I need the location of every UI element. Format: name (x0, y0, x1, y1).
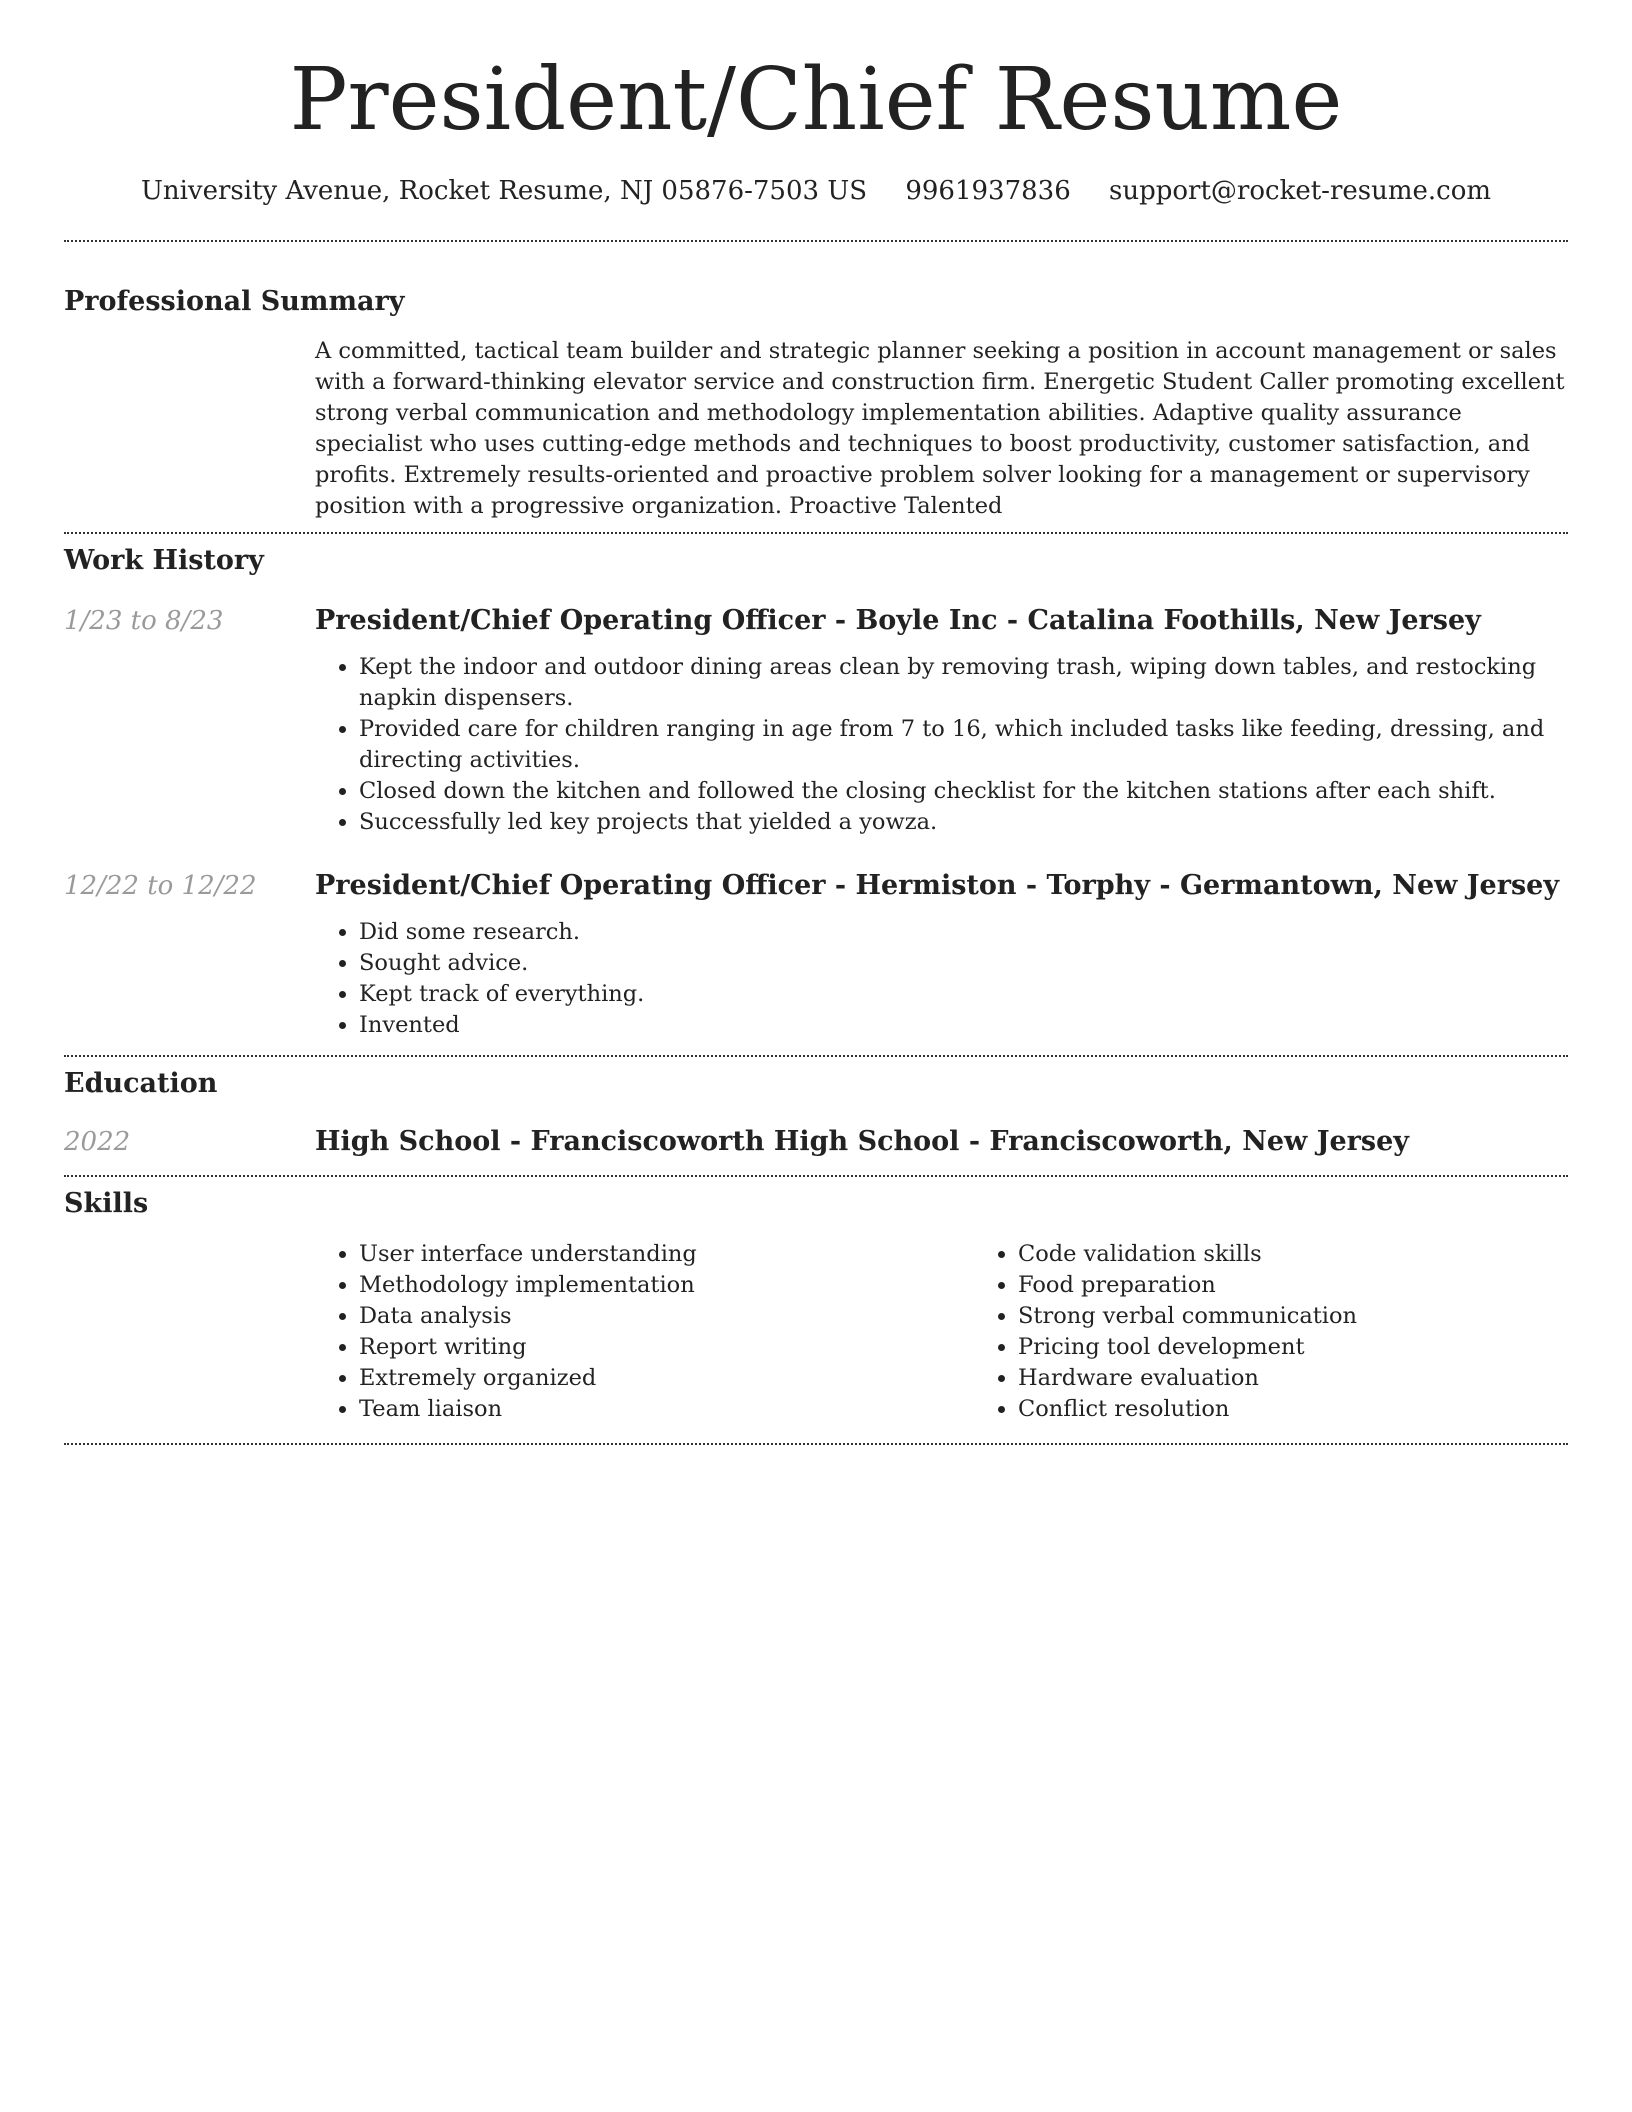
skill-item: • Food preparation (1018, 1270, 1632, 1301)
skills-title: Skills (64, 1188, 149, 1219)
skill-item: • Conflict resolution (1018, 1394, 1632, 1425)
skills-divider (64, 1443, 1568, 1445)
skills-list-left (315, 1239, 974, 1425)
job-bullet: • Provided care for children ranging in age from 7 to 16, which included tasks like feeding, dressing, and directing activities. (359, 714, 1568, 776)
skills-section (64, 1187, 1568, 1425)
summary-section (64, 285, 1568, 522)
header-divider (64, 240, 1568, 242)
job-bullet: • Successfully led key projects that yielded a yowza. (359, 807, 1568, 838)
summary-divider (64, 532, 1568, 534)
job-bullets (315, 652, 1568, 838)
contact-address: University Avenue, Rocket Resume, NJ 05876-7503 US (140, 176, 868, 206)
contact-line (64, 174, 1568, 208)
skill-item: • User interface understanding (359, 1239, 974, 1270)
summary-spacer (64, 336, 315, 522)
education-text: High School - Franciscoworth High School - Franciscoworth, New Jersey (315, 1126, 1409, 1157)
job-bullet: • Kept track of everything. (359, 979, 1568, 1010)
job-bullet: • Sought advice. (359, 948, 1568, 979)
skill-item: • Code validation skills (1018, 1239, 1632, 1270)
contact-phone: 9961937836 (905, 176, 1071, 206)
skills-columns (315, 1239, 1632, 1425)
work-title: Work History (64, 545, 264, 576)
skills-spacer (64, 1239, 315, 1425)
job-bullet: • Invented (359, 1010, 1568, 1041)
summary-title: Professional Summary (64, 286, 405, 317)
skill-item: • Methodology implementation (359, 1270, 974, 1301)
skill-item: • Hardware evaluation (1018, 1363, 1632, 1394)
education-section (64, 1067, 1568, 1159)
job-title: President/Chief Operating Officer - Hermiston - Torphy - Germantown, New Jersey (315, 870, 1560, 901)
resume-page (64, 0, 1568, 1445)
work-divider (64, 1055, 1568, 1057)
education-title: Education (64, 1068, 218, 1099)
skills-list-right (974, 1239, 1632, 1425)
education-divider (64, 1175, 1568, 1177)
skill-item: • Pricing tool development (1018, 1332, 1632, 1363)
summary-text: A committed, tactical team builder and strategic planner seeking a position in account management or sales with a forward-thinking elevator service and construction firm. Energetic Student Caller promoting excellent strong verbal communication and methodology implementation abilities. Adaptive quality assurance specialist who uses cutting-edge methods and techniques to boost productivity, customer satisfaction, and profits. Extremely results-oriented and proactive problem solver looking for a management or supervisory position with a progressive organization. Proactive Talented (315, 338, 1565, 519)
job-bullet: • Kept the indoor and outdoor dining areas clean by removing trash, wiping down tables, and restocking napkin dispensers. (359, 652, 1568, 714)
job-bullet: • Did some research. (359, 917, 1568, 948)
resume-name: President/Chief Resume (289, 50, 1343, 150)
skill-item: • Team liaison (359, 1394, 974, 1425)
job-entry (64, 869, 1568, 1041)
skill-item: • Report writing (359, 1332, 974, 1363)
job-entry (64, 604, 1568, 838)
job-bullets (315, 917, 1568, 1041)
work-section (64, 544, 1568, 1041)
skill-item: • Extremely organized (359, 1363, 974, 1394)
job-dates: 12/22 to 12/22 (64, 871, 257, 901)
education-year: 2022 (64, 1127, 131, 1157)
skill-item: • Data analysis (359, 1301, 974, 1332)
skill-item: • Strong verbal communication (1018, 1301, 1632, 1332)
contact-email: support@rocket-resume.com (1109, 176, 1492, 206)
education-entry (64, 1125, 1568, 1159)
job-title: President/Chief Operating Officer - Boyle Inc - Catalina Foothills, New Jersey (315, 605, 1481, 636)
job-bullet: • Closed down the kitchen and followed the closing checklist for the kitchen stations after each shift. (359, 776, 1568, 807)
job-dates: 1/23 to 8/23 (64, 606, 224, 636)
